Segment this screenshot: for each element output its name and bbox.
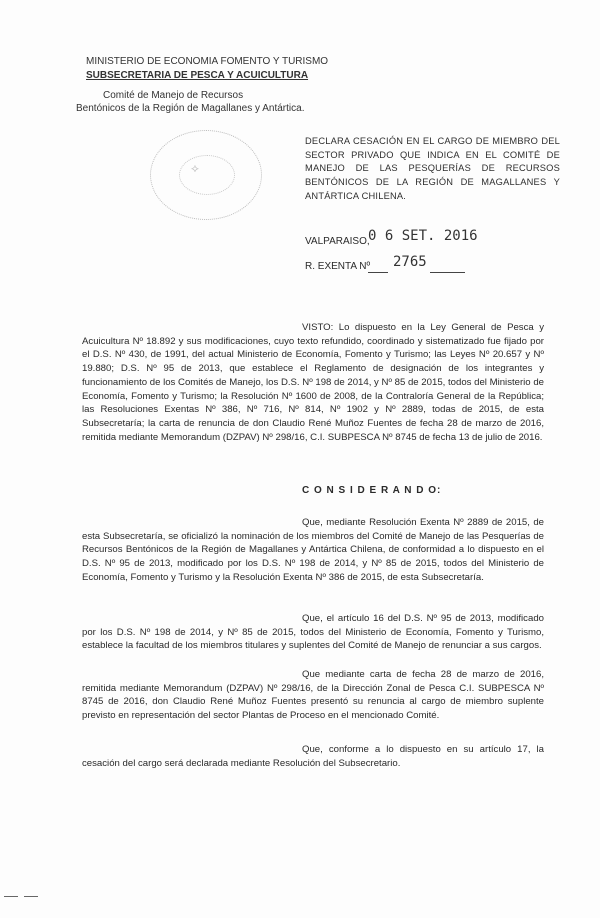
resolution-title: DECLARA CESACIÓN EN EL CARGO DE MIEMBRO DEL SECTOR PRIVADO QUE INDICA EN EL COMITÉ DE MANEJO DE LAS PESQUERÍAS DE RECURSOS BENTÓNICOS DE LA REGIÓN DE MAGALLANES Y ANTÁRTICA CHILENA. bbox=[305, 136, 560, 201]
number-blank-left bbox=[368, 272, 388, 273]
resolution-label: R. EXENTA Nº bbox=[305, 261, 371, 272]
scan-mark-2 bbox=[24, 896, 38, 897]
number-blank-right bbox=[430, 272, 465, 273]
handwritten-date: 0 6 SET. 2016 bbox=[368, 228, 478, 244]
place-city: VALPARAISO, bbox=[305, 236, 370, 247]
ministry-name: MINISTERIO DE ECONOMIA FOMENTO Y TURISMO bbox=[86, 56, 329, 67]
considerando-paragraph-4: Que, conforme a lo dispuesto en su artículo 17, la cesación del cargo será declarada mediante Resolución del Subsecretario. bbox=[82, 744, 544, 769]
committee-line-2: Bentónicos de la Región de Magallanes y Antártica. bbox=[76, 103, 305, 114]
seal-mark-icon: ⟡ bbox=[191, 161, 199, 175]
subsecretaria-name: SUBSECRETARIA DE PESCA Y ACUICULTURA bbox=[86, 70, 309, 81]
resolution-number: 2765 bbox=[393, 254, 427, 270]
considerando-heading: C O N S I D E R A N D O: bbox=[302, 485, 442, 496]
official-seal bbox=[150, 130, 262, 220]
committee-line-1: Comité de Manejo de Recursos bbox=[103, 90, 244, 101]
visto-paragraph: VISTO: Lo dispuesto en la Ley General de Pesca y Acuicultura Nº 18.892 y sus modificaciones, cuyo texto refundido, coordinado y sistematizado fue fijado por el D.S. Nº 430, de 1991, del actual Ministerio de Economía, Fomento y Turismo; las Leyes Nº 20.657 y Nº 19.880; D.S. Nº 95 de 2013, que establece el Reglamento de designación de los integrantes y funcionamiento de los Comités de Manejo, los D.S. Nº 198 de 2014, y Nº 85 de 2015, todos del Ministerio de Economía, Fomento y Turismo; la Resolución Nº 1600 de 2008, de la Contraloría General de la República; las Resoluciones Exentas Nº 386, Nº 716, Nº 814, Nº 1902 y Nº 2889, todas de 2015, de esta Subsecretaría; la carta de renuncia de don Claudio René Muñoz Fuentes de fecha 28 de marzo de 2016, remitida mediante Memorandum (DZPAV) Nº 298/16, C.I. SUBPESCA Nº 8745 de fecha 13 de julio de 2016. bbox=[82, 322, 544, 443]
seal-inner-ring bbox=[179, 155, 235, 195]
considerando-paragraph-1: Que, mediante Resolución Exenta Nº 2889 de 2015, de esta Subsecretaría, se oficializó la nominación de los miembros del Comité de Manejo de las Pesquerías de Recursos Bentónicos de la Región de Magallanes y Antártica Chilena, de conformidad a lo dispuesto en el D.S. Nº 95 de 2013, modificado por los D.S. Nº 198 de 2014, y Nº 85 de 2015, todos del Ministerio de Economía, Fomento y Turismo y la Resolución Exenta Nº 386 de 2015, de esta Subsecretaría. bbox=[82, 517, 544, 583]
scan-mark-1 bbox=[4, 896, 18, 897]
considerando-paragraph-3: Que mediante carta de fecha 28 de marzo de 2016, remitida mediante Memorandum (DZPAV) Nº 298/16, de la Dirección Zonal de Pesca C.I. SUBPESCA Nº 8745 de 2016, don Claudio René Muñoz Fuentes presentó su renuncia al cargo de miembro suplente previsto en representación del sector Plantas de Proceso en el mencionado Comité. bbox=[82, 669, 544, 722]
considerando-paragraph-2: Que, el artículo 16 del D.S. Nº 95 de 2013, modificado por los D.S. Nº 198 de 2014, y Nº 85 de 2015, todos del Ministerio de Economía, Fomento y Turismo, establece la facultad de los miembros titulares y suplentes del Comité de Manejo de renunciar a sus cargos. bbox=[82, 613, 544, 652]
